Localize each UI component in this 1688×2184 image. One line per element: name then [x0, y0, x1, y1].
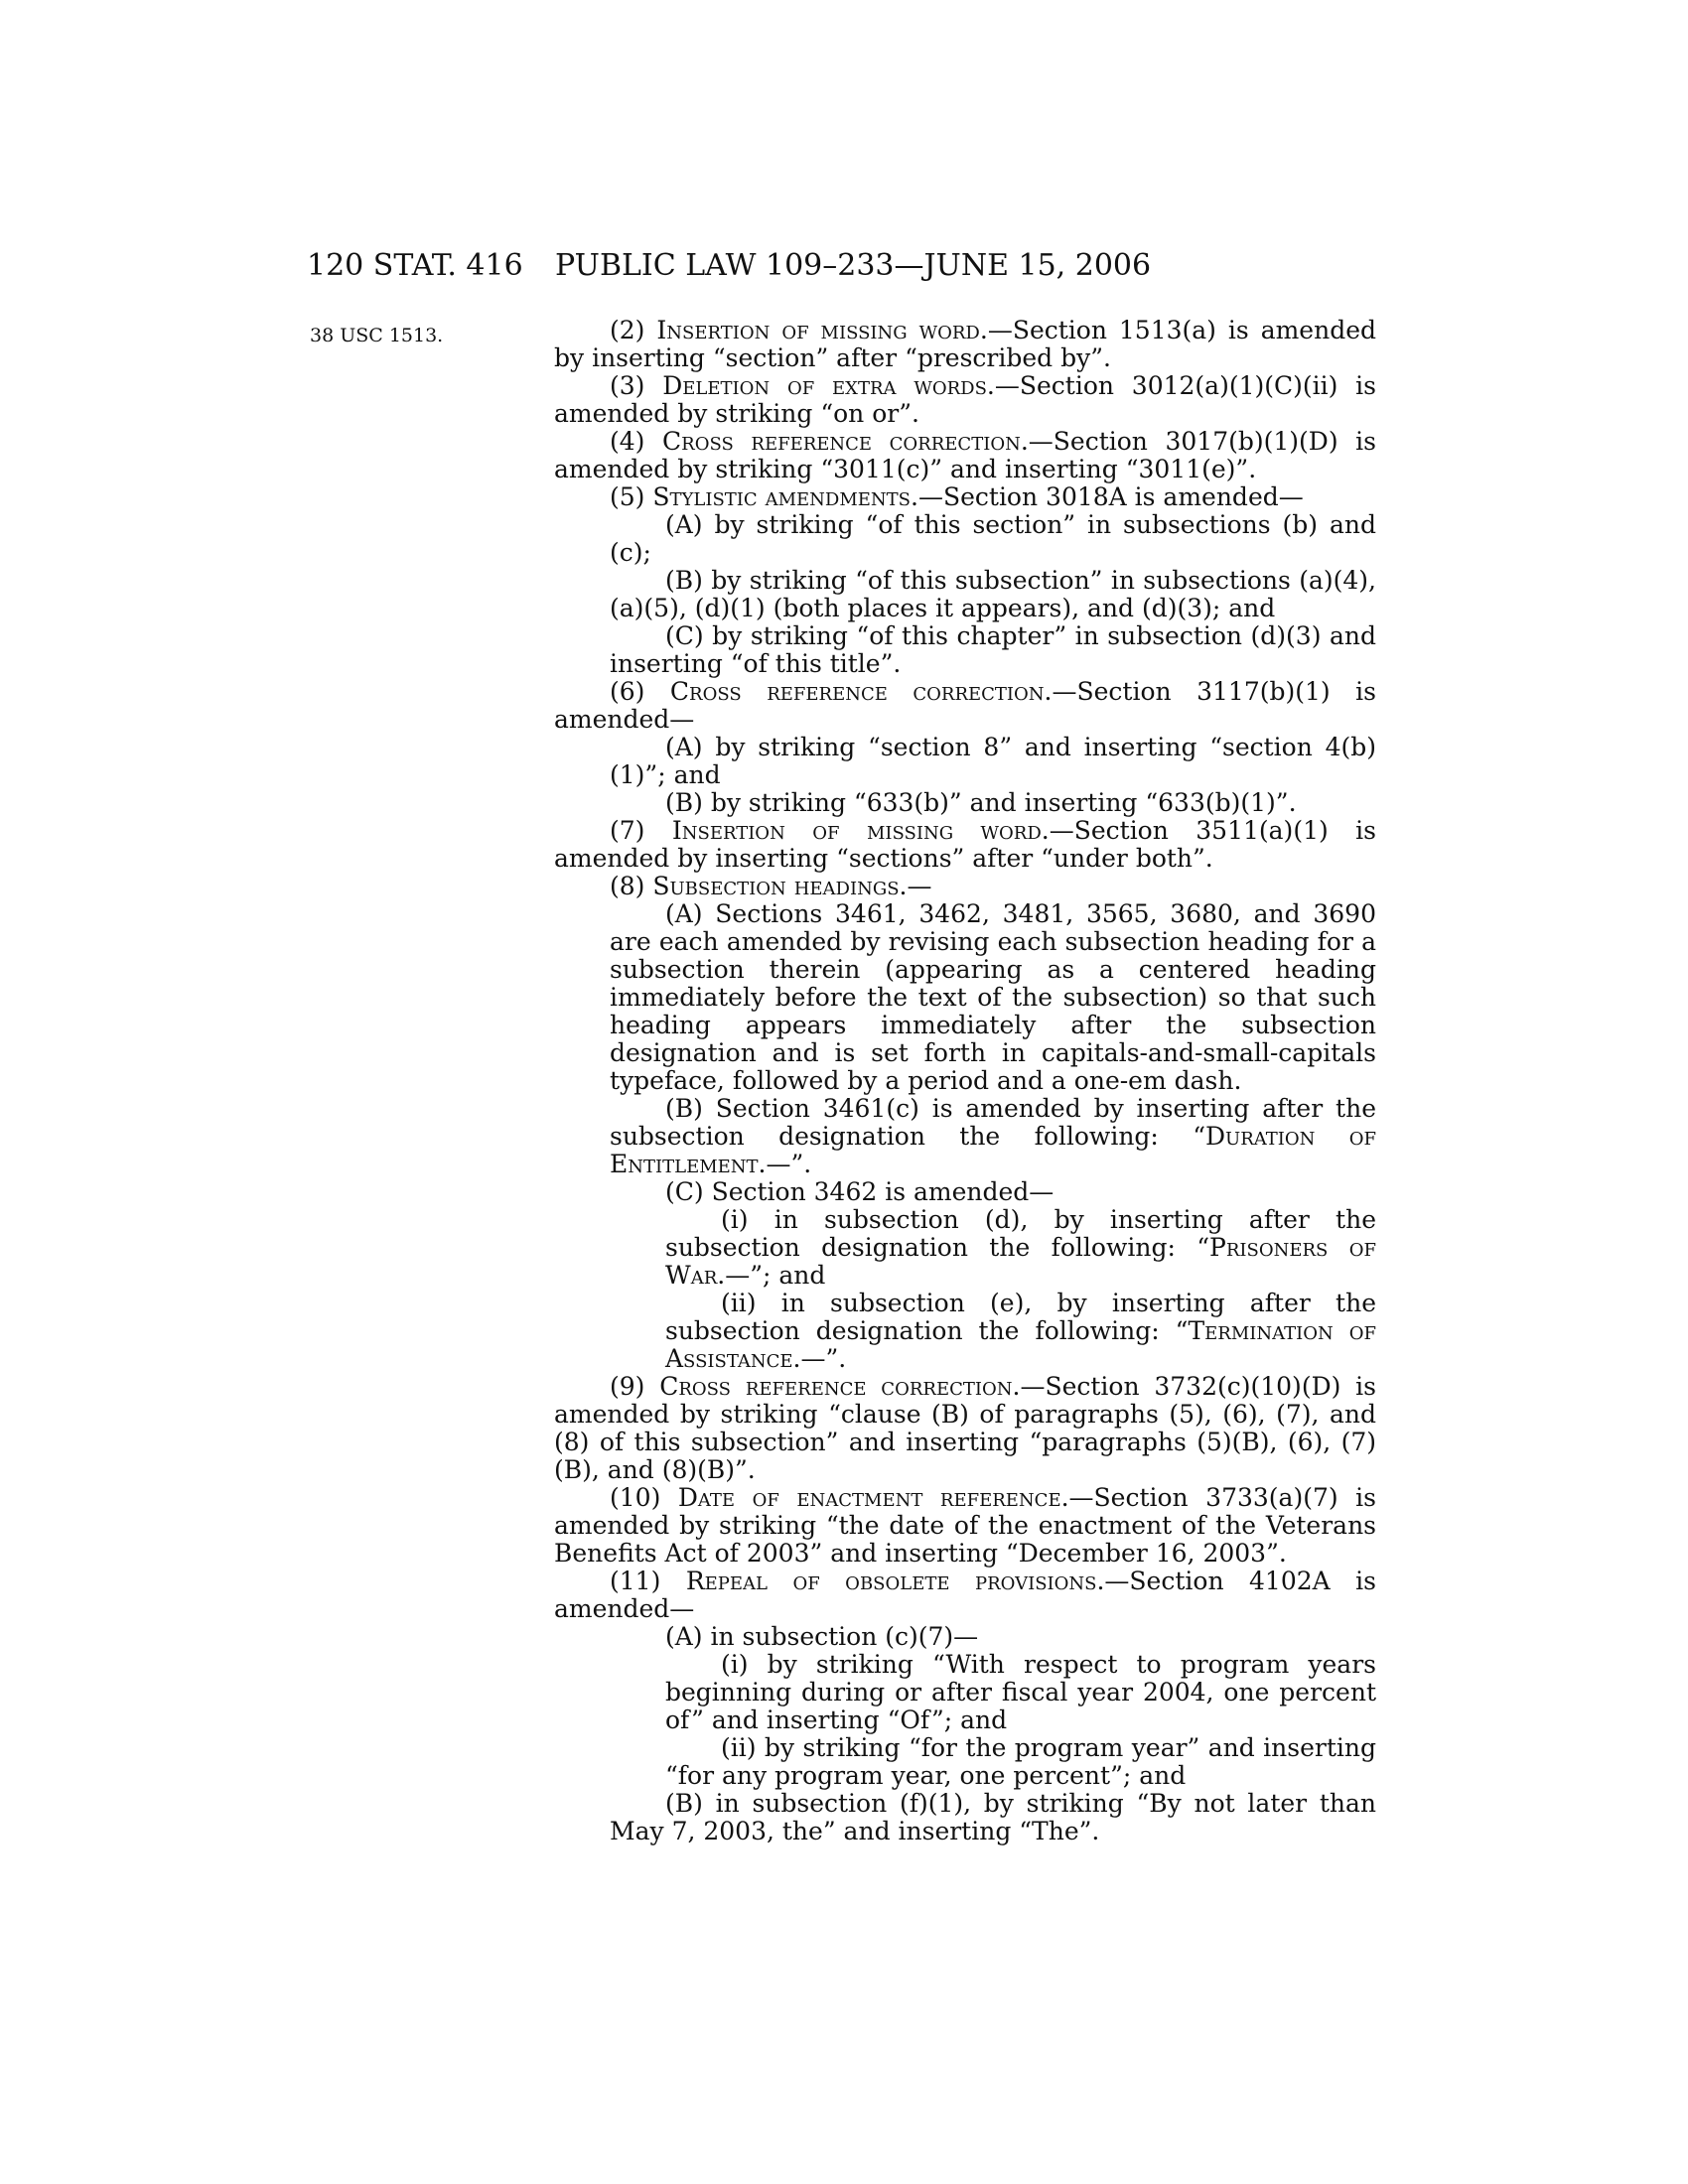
subparagraph: (C) by striking “of this chapter” in subsection (d)(3) and inserting “of this title”. — [610, 621, 1376, 678]
clause: (i) by striking “With respect to program years beginning during or after fiscal year 2004, one percent of” and inserting “Of”; and — [665, 1650, 1376, 1734]
subparagraph: (B) in subsection (f)(1), by striking “By not later than May 7, 2003, the” and inserting “The”. — [610, 1789, 1376, 1845]
page-title: PUBLIC LAW 109–233—JUNE 15, 2006 — [555, 248, 1152, 283]
paragraph: (9) Cross reference correction.—Section 3732(c)(10)(D) is amended by striking “clause (B) of paragraphs (5), (6), (7), and (8) of this subsection” and inserting “paragraphs (5)(B), (6), (7)(B), and (8)(B)”. — [554, 1372, 1376, 1484]
paragraph: (7) Insertion of missing word.—Section 3511(a)(1) is amended by inserting “sections” after “under both”. — [554, 816, 1376, 873]
paragraph: (5) Stylistic amendments.—Section 3018A is amended— — [610, 482, 1304, 511]
paragraph: (8) Subsection headings.— — [610, 872, 932, 900]
subparagraph: (B) by striking “633(b)” and inserting “633(b)(1)”. — [665, 788, 1297, 817]
paragraph: (11) Repeal of obsolete provisions.—Section 4102A is amended— — [554, 1567, 1377, 1623]
page-header — [0, 248, 1688, 288]
clause: (ii) by striking “for the program year” and inserting “for any program year, one percent”; and — [665, 1733, 1376, 1790]
subparagraph: (A) by striking “section 8” and inserting “section 4(b)(1)”; and — [610, 733, 1376, 789]
paragraph: (4) Cross reference correction.—Section 3017(b)(1)(D) is amended by striking “3011(c)” and inserting “3011(e)”. — [554, 427, 1377, 483]
subparagraph: (B) by striking “of this subsection” in subsections (a)(4), (a)(5), (d)(1) (both places it appears), and (d)(3); and — [610, 566, 1376, 622]
subparagraph: (C) Section 3462 is amended— — [665, 1177, 1055, 1206]
document-body — [554, 317, 1376, 1845]
subparagraph: (B) Section 3461(c) is amended by inserting after the subsection designation the following: “Duration of Entitlement.—”. — [610, 1094, 1376, 1178]
subparagraph: (A) Sections 3461, 3462, 3481, 3565, 3680, and 3690 are each amended by revising each subsection heading for a subsection therein (appearing as a centered heading immediately before the text of the subsection) so that such heading appears immediately after the subsection designation and is set forth in capitals-and-small-capitals typeface, followed by a period and a one-em dash. — [610, 899, 1376, 1095]
subparagraph: (A) by striking “of this section” in subsections (b) and (c); — [610, 510, 1376, 567]
page-number: 120 STAT. 416 — [307, 248, 523, 283]
paragraph: (6) Cross reference correction.—Section 3117(b)(1) is amended— — [554, 677, 1376, 734]
margin-note: 38 USC 1513. — [310, 325, 444, 346]
clause: (i) in subsection (d), by inserting after the subsection designation the following: “Prisoners of War.—”; and — [665, 1205, 1376, 1290]
paragraph: (2) Insertion of missing word.—Section 1513(a) is amended by inserting “section” after “prescribed by”. — [554, 316, 1376, 372]
paragraph: (10) Date of enactment reference.—Section 3733(a)(7) is amended by striking “the date of the enactment of the Veterans Benefits Act of 2003” and inserting “December 16, 2003”. — [554, 1483, 1376, 1568]
subparagraph: (A) in subsection (c)(7)— — [665, 1622, 979, 1651]
clause: (ii) in subsection (e), by inserting after the subsection designation the following: “Termination of Assistance.—”. — [665, 1289, 1376, 1373]
paragraph: (3) Deletion of extra words.—Section 3012(a)(1)(C)(ii) is amended by striking “on or”. — [554, 371, 1377, 428]
